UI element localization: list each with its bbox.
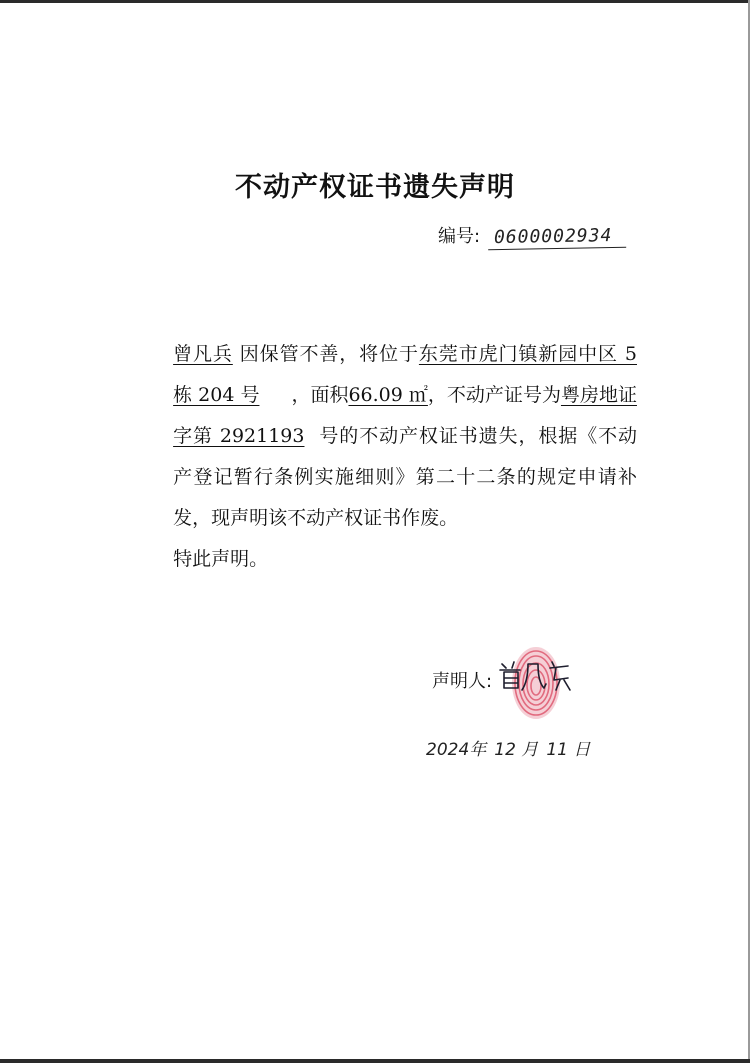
number-value-handwritten: 0600002934 bbox=[488, 225, 626, 250]
declarant-signature-block bbox=[432, 650, 574, 710]
blank-underline bbox=[304, 416, 318, 457]
handwritten-signature bbox=[494, 654, 574, 694]
page-title: 不动产权证书遗失声明 bbox=[235, 172, 515, 203]
blank-underline bbox=[259, 375, 291, 416]
document-number bbox=[438, 222, 626, 249]
signature-area bbox=[494, 650, 574, 710]
statement-body bbox=[137, 334, 637, 580]
scan-border-top bbox=[0, 0, 750, 3]
date-day: 11 日 bbox=[546, 740, 591, 760]
statement-text-4: 号的不动产权证书遗失，根据《不动产登记暂行条例实施细则》第二十二条的规定申请补发，现声明该不动产权证书作废。 bbox=[173, 425, 637, 529]
closing-text: 特此声明。 bbox=[173, 548, 269, 570]
date-year: 2024年 bbox=[426, 740, 487, 760]
property-area: 66.09 ㎡ bbox=[348, 384, 428, 406]
property-address: 东莞市虎门镇新园中区 5 栋 204 号 bbox=[173, 343, 637, 406]
declarant-label: 声明人: bbox=[432, 671, 493, 692]
date-month: 12 月 bbox=[494, 740, 539, 760]
signing-date bbox=[426, 735, 590, 760]
declarant-name: 曾凡兵 bbox=[173, 343, 233, 365]
statement-text-2: ，面积 bbox=[291, 384, 349, 406]
statement-text-1: 因保管不善，将位于 bbox=[232, 343, 419, 365]
number-label: 编号: bbox=[438, 226, 481, 247]
statement-paragraph bbox=[137, 334, 637, 539]
statement-text-3: ，不动产证号为 bbox=[427, 384, 561, 406]
certificate-number: 粤房地证字第 2921193 bbox=[173, 384, 637, 447]
scan-border-bottom bbox=[0, 1059, 750, 1063]
